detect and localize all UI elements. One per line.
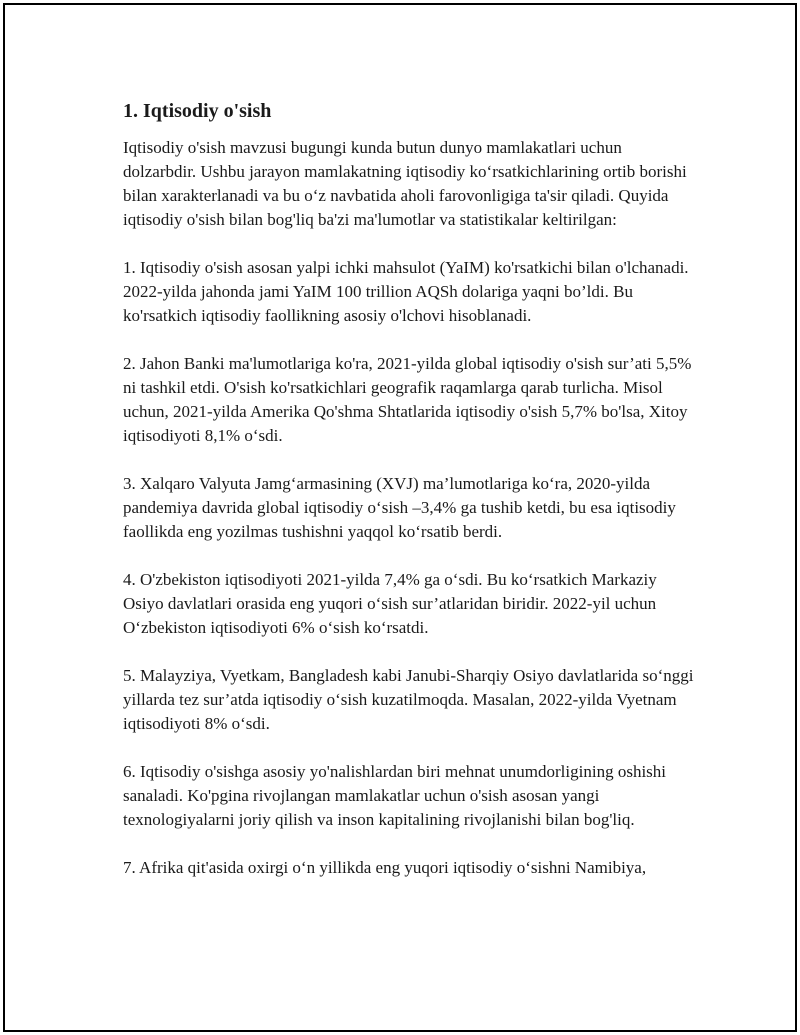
section-heading: 1. Iqtisodiy o'sish (123, 100, 272, 122)
point-4-paragraph: 4. O'zbekiston iqtisodiyoti 2021-yilda 7,4% ga oʻsdi. Bu koʻrsatkich Markaziy Osiyo davlatlari orasida eng yuqori oʻsish sur’atlaridan biridir. 2022-yil uchun Oʻzbekiston iqtisodiyoti 6% oʻsish koʻrsatdi. (123, 570, 657, 637)
point-3-paragraph: 3. Xalqaro Valyuta Jamgʻarmasining (XVJ) ma’lumotlariga koʻra, 2020-yilda pandemiya davrida global iqtisodiy oʻsish –3,4% ga tushib ketdi, bu esa iqtisodiy faollikda eng yozilmas tushishni yaqqol koʻrsatib berdi. (123, 474, 676, 541)
point-6-paragraph: 6. Iqtisodiy o'sishga asosiy yo'nalishlardan biri mehnat unumdorligining oshishi sanaladi. Ko'pgina rivojlangan mamlakatlar uchun o'sish asosan yangi texnologiyalarni joriy qilish va inson kapitalining rivojlanishi bilan bog'liq. (123, 762, 667, 829)
document-body (123, 98, 698, 904)
page-frame (3, 3, 797, 1032)
point-7-paragraph: 7. Afrika qit'asida oxirgi oʻn yillikda eng yuqori iqtisodiy oʻsishni Namibiya, (123, 858, 647, 877)
intro-paragraph: Iqtisodiy o'sish mavzusi bugungi kunda butun dunyo mamlakatlari uchun dolzarbdir. Ushbu jarayon mamlakatning iqtisodiy koʻrsatkichlarining ortib borishi bilan xarakterlanadi va bu oʻz navbatida aholi farovonligiga ta'sir qiladi. Quyida iqtisodiy o'sish bilan bog'liq ba'zi ma'lumotlar va statistikalar keltirilgan: (123, 138, 687, 229)
point-5-paragraph: 5. Malayziya, Vyetkam, Bangladesh kabi Janubi-Sharqiy Osiyo davlatlarida soʻnggi yillarda tez sur’atda iqtisodiy oʻsish kuzatilmoqda. Masalan, 2022-yilda Vyetnam iqtisodiyoti 8% oʻsdi. (123, 666, 694, 733)
point-2-paragraph: 2. Jahon Banki ma'lumotlariga ko'ra, 2021-yilda global iqtisodiy o'sish sur’ati 5,5% ni tashkil etdi. O'sish ko'rsatkichlari geografik raqamlarga qarab turlicha. Misol uchun, 2021-yilda Amerika Qo'shma Shtatlarida iqtisodiy o'sish 5,7% bo'lsa, Xitoy iqtisodiyoti 8,1% oʻsdi. (123, 354, 692, 445)
point-1-paragraph: 1. Iqtisodiy o'sish asosan yalpi ichki mahsulot (YaIM) ko'rsatkichi bilan o'lchanadi. 2022-yilda jahonda jami YaIM 100 trillion AQSh dolariga yaqni bo’ldi. Bu ko'rsatkich iqtisodiy faollikning asosiy o'lchovi hisoblanadi. (123, 258, 689, 325)
